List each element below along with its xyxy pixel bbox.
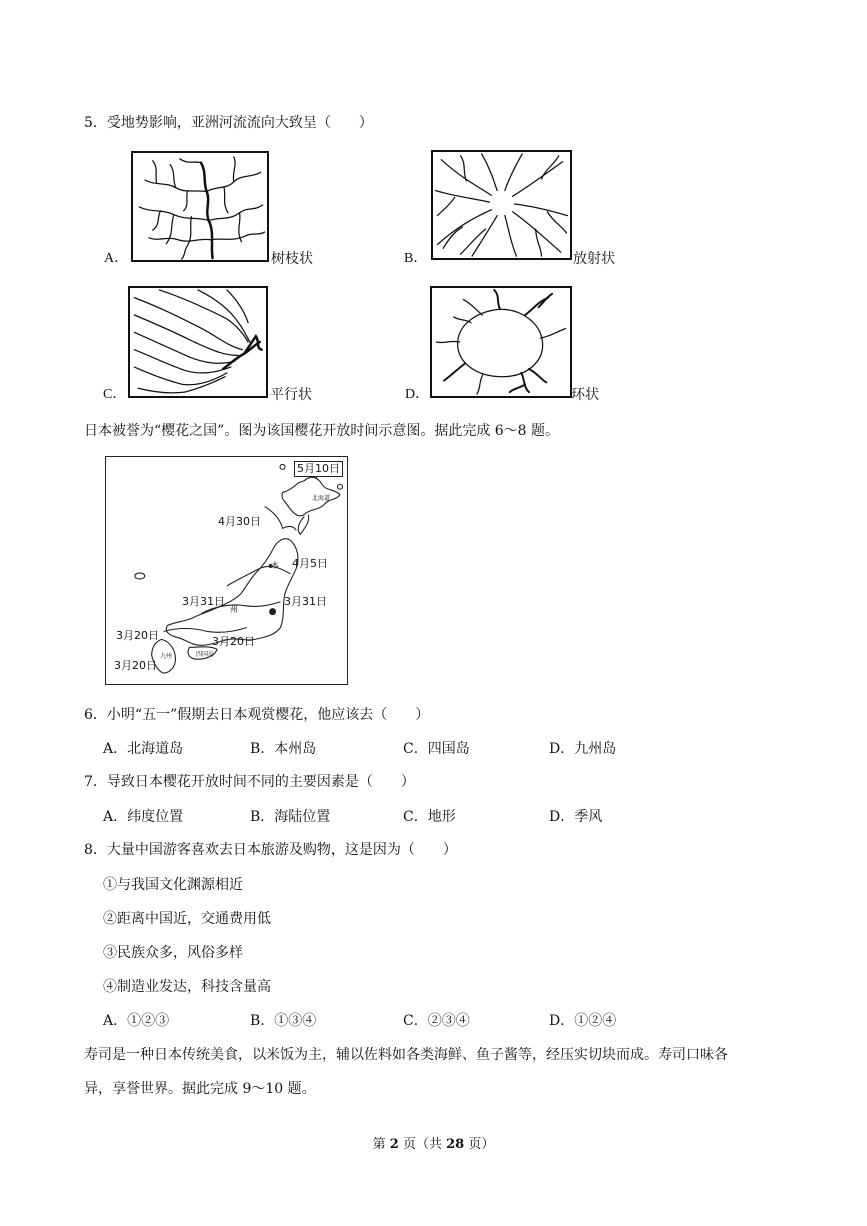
label-april-5: 4月5日 <box>292 557 328 570</box>
q6-option-d[interactable]: D．九州岛 <box>549 741 617 757</box>
label-kyushu: 九州 <box>160 653 173 660</box>
intro-6-8: 日本被誉为“樱花之国”。图为该国樱花开放时间示意图。据此完成 6～8 题。 <box>84 423 560 439</box>
radial-river-icon <box>433 152 570 258</box>
q5-stem: 5．受地势影响，亚洲河流流向大致呈（ ） <box>84 115 373 131</box>
label-hokkaido: 北海道 <box>312 495 331 502</box>
dendritic-river-icon <box>133 153 267 260</box>
footer-suffix: 页） <box>464 1137 495 1152</box>
option-d-figure <box>430 286 572 398</box>
footer-prefix: 第 <box>372 1137 390 1152</box>
q8-item-4: ④制造业发达，科技含量高 <box>103 979 271 995</box>
label-shikoku: 四国岛 <box>196 651 215 658</box>
label-april-30: 4月30日 <box>218 515 261 528</box>
option-b-label: 放射状 <box>573 251 615 267</box>
label-march-31-west: 3月31日 <box>182 595 225 608</box>
q6-option-c[interactable]: C．四国岛 <box>403 741 470 757</box>
q7-option-d[interactable]: D．季风 <box>549 809 603 825</box>
q8-option-d[interactable]: D．①②④ <box>549 1013 617 1029</box>
option-d-letter[interactable]: D． <box>405 387 430 402</box>
q6-stem: 6．小明“五一”假期去日本观赏樱花，他应该去（ ） <box>84 707 430 723</box>
q7-option-c[interactable]: C．地形 <box>403 809 456 825</box>
option-a-letter[interactable]: A． <box>104 251 129 266</box>
q8-option-c[interactable]: C．②③④ <box>403 1013 470 1029</box>
q8-option-b[interactable]: B．①③④ <box>250 1013 317 1029</box>
option-b-letter[interactable]: B． <box>404 251 428 266</box>
label-honshu-2: 州 <box>230 605 238 614</box>
option-b-figure <box>431 150 572 260</box>
q8-option-a[interactable]: A．①②③ <box>103 1013 170 1029</box>
option-a-label: 树枝状 <box>271 251 313 267</box>
annular-river-icon <box>432 288 570 396</box>
q8-item-3: ③民族众多，风俗多样 <box>103 945 243 961</box>
intro-9-10-line-2: 异，享誉世界。据此完成 9～10 题。 <box>84 1081 316 1097</box>
label-march-20-b: 3月20日 <box>212 635 255 648</box>
footer-page-number: 2 <box>389 1137 399 1152</box>
japan-cherry-blossom-map <box>105 456 348 685</box>
q8-item-2: ②距离中国近，交通费用低 <box>103 911 271 927</box>
q7-option-b[interactable]: B．海陆位置 <box>250 809 331 825</box>
footer-middle: 页（共 <box>398 1137 447 1152</box>
parallel-river-icon <box>130 288 266 396</box>
q7-stem: 7．导致日本樱花开放时间不同的主要因素是（ ） <box>84 774 415 790</box>
option-c-figure <box>128 286 268 398</box>
label-march-20-c: 3月20日 <box>114 659 157 672</box>
q8-stem: 8．大量中国游客喜欢去日本旅游及购物，这是因为（ ） <box>84 842 457 858</box>
q7-option-a[interactable]: A．纬度位置 <box>103 809 184 825</box>
intro-9-10-line-1: 寿司是一种日本传统美食，以米饭为主，辅以佐料如各类海鲜、鱼子酱等，经压实切块而成。寿司口味各 <box>84 1047 728 1063</box>
label-march-31-east: 3月31日 <box>284 595 327 608</box>
q8-item-1: ①与我国文化渊源相近 <box>103 877 243 893</box>
option-c-label: 平行状 <box>270 387 312 403</box>
label-may-10: 5月10日 <box>294 461 343 477</box>
option-d-label: 环状 <box>571 387 599 403</box>
option-a-figure <box>131 151 269 262</box>
page-footer <box>0 1136 867 1154</box>
option-c-letter[interactable]: C． <box>103 387 127 402</box>
footer-total-pages: 28 <box>446 1137 465 1152</box>
q6-option-a[interactable]: A．北海道岛 <box>103 741 184 757</box>
label-honshu-1: 本 <box>271 561 279 570</box>
label-march-20-a: 3月20日 <box>116 629 159 642</box>
q6-option-b[interactable]: B．本州岛 <box>250 741 317 757</box>
